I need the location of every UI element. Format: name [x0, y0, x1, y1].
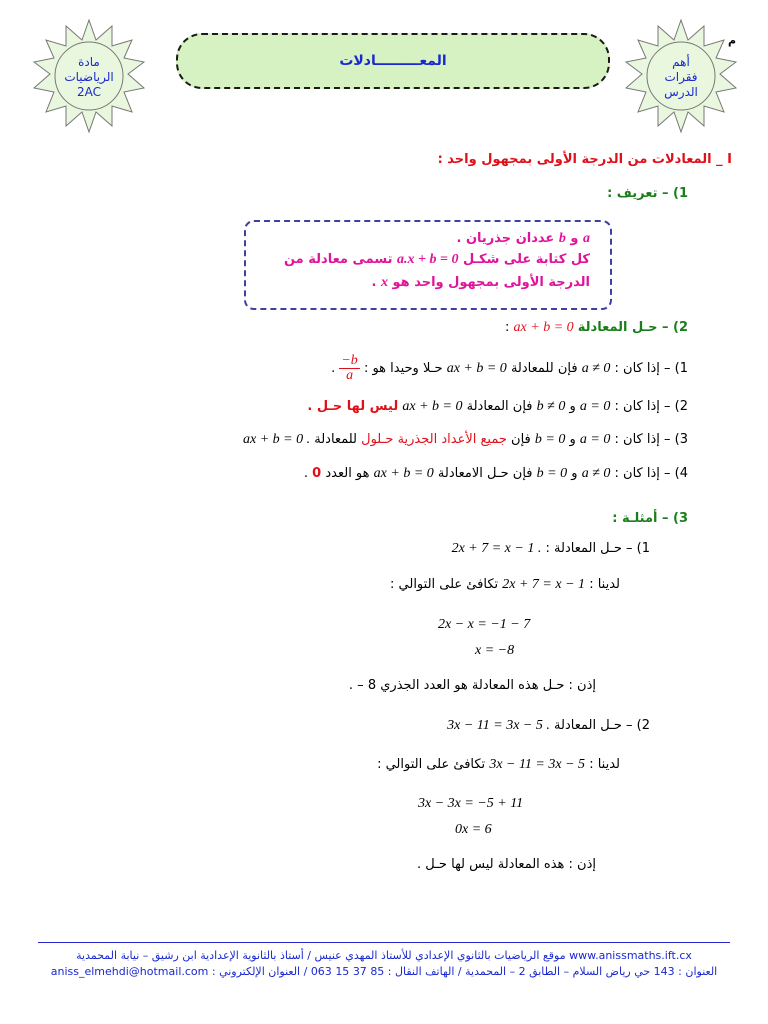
case-3 [0, 432, 688, 448]
example2-conclusion [0, 857, 596, 872]
case2-cond2: b ≠ 0 [536, 399, 566, 414]
ex1-label: 1) – حـل المعادلة : [545, 541, 650, 556]
case-4 [0, 466, 688, 482]
var-b: b [558, 231, 566, 246]
case2-pre: 2) – إذا كان : [614, 399, 688, 414]
example1-statement [0, 541, 650, 557]
case3-pre: 3) – إذا كان : [614, 432, 688, 447]
fraction-denominator: a [346, 368, 354, 383]
ex2-step1: 3x − 3x = −5 + 11 [418, 796, 524, 811]
ex1-have-eq: 2x + 7 = x − 1 [502, 577, 586, 592]
case3-result: جميع الأعداد الجذرية حـلول [361, 432, 507, 447]
case4-cond1: a ≠ 0 [581, 466, 611, 481]
case4-mid: فإن حـل الامعادلة [437, 466, 533, 481]
left-badge-line1: مادة [78, 54, 100, 69]
section-heading [0, 152, 732, 167]
case1-fraction [339, 354, 359, 383]
solve-title-text: 2) – حـل المعادلة [577, 320, 688, 335]
case4-eq: ax + b = 0 [373, 466, 434, 481]
right-badge [622, 18, 740, 136]
footer-line-2: العنوان : 143 حي رياض السلام – الطابق 2 – المحمدية / الهاتف النقال : 85 37 15 063 / العنوان الإلكتروني : aniss_elmehdi@hotmail.com [50, 965, 718, 978]
ex1-step1: 2x − x = −1 − 7 [438, 617, 531, 632]
definition-line-1 [0, 231, 590, 247]
ex1-have: لدينا : [589, 577, 620, 592]
and-word: و [570, 231, 579, 246]
section-number: I _ [716, 152, 732, 167]
case2-and: و [569, 399, 576, 414]
def-text-3: الدرجة الأولى بمجهول واحد هو [392, 275, 590, 290]
case4-post: هو العدد [325, 466, 370, 481]
case3-and: و [569, 432, 576, 447]
ex2-concl: إذن : هذه المعادلة ليس لها حـل . [417, 857, 596, 872]
def-text-1: عددان جذريان . [456, 231, 555, 246]
case1-mid: فإن للمعادلة [510, 361, 578, 376]
right-badge-line3: الدرس [664, 84, 698, 99]
title-banner [176, 33, 610, 89]
ex1-step2: x = −8 [475, 643, 515, 658]
corner-mark: م [728, 34, 737, 47]
ex2-eq: 3x − 11 = 3x − 5 . [447, 718, 550, 733]
left-badge-line3: 2AC [76, 84, 101, 99]
var-x: x [380, 275, 388, 290]
case3-cond2: b = 0 [534, 432, 566, 447]
case2-eq: ax + b = 0 [402, 399, 463, 414]
var-a: a [583, 231, 590, 246]
example2-have [0, 757, 620, 773]
examples-title-text: 3) – أمثلـة : [612, 511, 688, 526]
case4-cond2: b = 0 [536, 466, 568, 481]
case4-result: 0 [312, 466, 322, 481]
ex2-equiv: تكافئ على التوالي : [377, 757, 486, 772]
right-badge-line2: فقرات [664, 69, 698, 84]
footer-line-1: www.anissmaths.ift.cx موقع الرياضيات بالثانوي الإعدادي للأستاذ المهدي عنيس / أستاذ بالثانوية الإعدادية ابن رشيق – نيابة المحمدية [76, 949, 692, 962]
ex2-step2: 0x = 6 [455, 822, 492, 837]
case3-post: للمعادلة [314, 432, 357, 447]
fraction-numerator: −b [341, 353, 358, 368]
def-end: . [371, 275, 377, 290]
case2-cond1: a = 0 [579, 399, 611, 414]
case4-end: . [303, 466, 309, 481]
ex1-value: 8 – . [348, 678, 377, 693]
ex2-have-eq: 3x − 11 = 3x − 5 [489, 757, 586, 772]
case1-post: حـلا وحيدا هو : [363, 361, 443, 376]
case1-eq: ax + b = 0 [446, 361, 507, 376]
examples-title [0, 511, 688, 526]
definition-title-text: 1) – تعريف : [607, 186, 688, 201]
page-title: المعـــــــــادلات [339, 53, 447, 69]
case1-end: . [331, 361, 336, 376]
solve-title [0, 320, 688, 336]
def-equation: a.x + b = 0 [397, 252, 459, 267]
footer-divider [38, 942, 730, 943]
case2-result: ليس لها حـل . [307, 399, 399, 414]
ex1-equiv: تكافئ على التوالي : [390, 577, 499, 592]
solve-equation: ax + b = 0 [513, 320, 574, 335]
case2-mid: فإن المعادلة [466, 399, 533, 414]
example2-statement [0, 718, 650, 734]
def-text-2a: كل كتابة على شكـل [463, 252, 590, 267]
left-badge [30, 18, 148, 136]
definition-line-2 [0, 252, 590, 268]
solve-colon: : [505, 320, 510, 335]
definition-line-3 [0, 275, 590, 291]
example1-conclusion [0, 678, 596, 693]
ex2-label: 2) – حـل المعادلة [554, 718, 650, 733]
right-badge-line1: أهم [672, 54, 690, 69]
case1-cond: a ≠ 0 [581, 361, 611, 376]
section-title: المعادلات من الدرجة الأولى بمجهول واحد : [437, 152, 712, 167]
ex1-concl: إذن : حـل هذه المعادلة هو العدد الجذري [380, 678, 596, 693]
case3-mid: فإن [511, 432, 531, 447]
case3-eq: ax + b = 0 . [243, 432, 311, 447]
ex2-have: لدينا : [589, 757, 620, 772]
case-2 [0, 399, 688, 415]
def-text-2b: تسمى معادلة من [283, 252, 393, 267]
example1-have [0, 577, 620, 593]
case-1 [0, 354, 688, 383]
case4-and: و [571, 466, 578, 481]
case4-pre: 4) – إذا كان : [614, 466, 688, 481]
ex1-eq: 2x + 7 = x − 1 . [451, 541, 542, 556]
definition-title [0, 186, 688, 201]
left-badge-line2: الرياضيات [64, 69, 114, 84]
case3-cond1: a = 0 [579, 432, 611, 447]
case1-pre: 1) – إذا كان : [614, 361, 688, 376]
